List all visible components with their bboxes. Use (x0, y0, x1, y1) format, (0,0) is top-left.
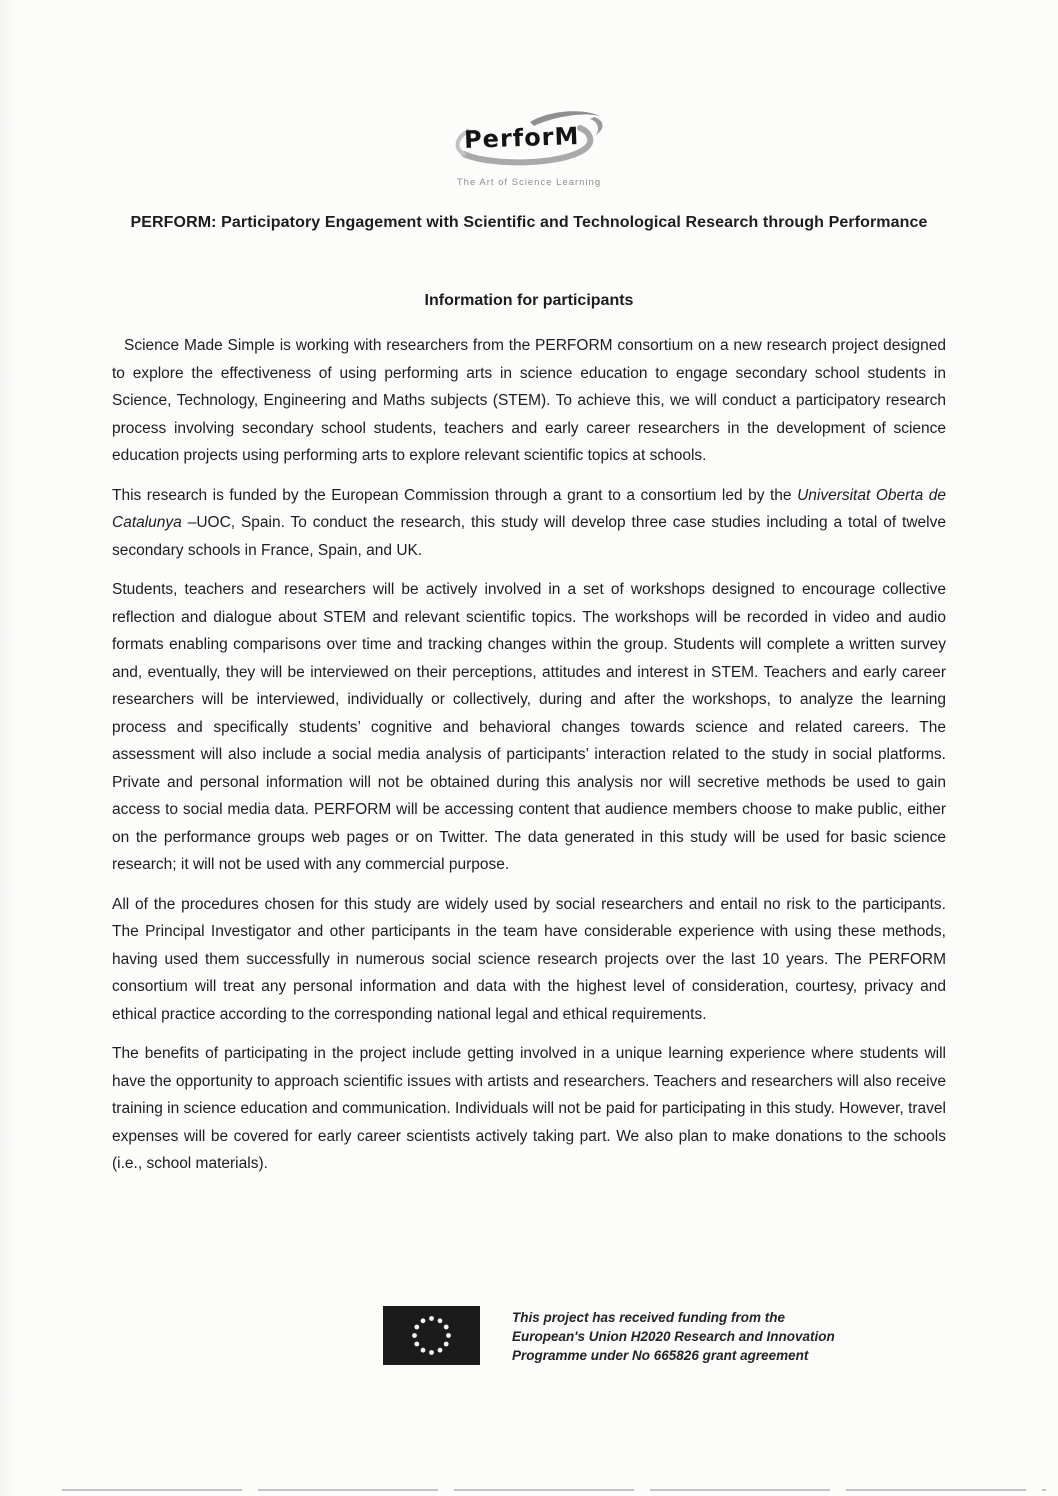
funding-line-1: This project has received funding from the (512, 1310, 786, 1325)
eu-flag-icon (383, 1306, 480, 1365)
paragraph-2-pre: This research is funded by the European Commission through a grant to a consortium led by the (112, 486, 798, 504)
funding-line-2: European's Union H2020 Research and Innovation (512, 1329, 835, 1344)
document-body (112, 332, 946, 1190)
section-heading: Information for participants (424, 292, 634, 309)
paragraph-2 (112, 482, 946, 565)
paragraph-3: Students, teachers and researchers will be actively involved in a set of workshops designed to encourage collective reflection and dialogue about STEM and relevant scientific topics. The workshops will be recorded in video and audio formats enabling comparisons over time and tracking changes within the group. Students will complete a written survey and, eventually, they will be interviewed on their perceptions, attitudes and interest in STEM. Teachers and early career researchers will be interviewed, individually or collectively, during and after the workshops, to analyze the learning process and specifically students’ cognitive and behavioral changes towards science and related careers. The assessment will also include a social media analysis of participants’ interaction related to the study in social platforms. Private and personal information will not be obtained during this analysis nor will secretive methods be used to gain access to social media data. PERFORM will be accessing content that audience members choose to make public, either on the performance groups web pages or on Twitter. The data generated in this study will be used for basic science research; it will not be used with any commercial purpose. (112, 581, 946, 873)
paragraph-4: All of the procedures chosen for this study are widely used by social researchers and entail no risk to the participants. The Principal Investigator and other participants in the team have considerable experience with using these methods, having used them successfully in numerous social science research projects over the last 10 years. The PERFORM consortium will treat any personal information and data with the highest level of consideration, courtesy, privacy and ethical practice according to the corresponding national legal and ethical requirements. (112, 895, 946, 1023)
logo-swoosh-icon (434, 108, 624, 170)
scan-artifact-line (62, 1489, 1046, 1491)
funding-statement (512, 1308, 835, 1365)
paragraph-5: The benefits of participating in the project include getting involved in a unique learning experience where students will have the opportunity to approach scientific issues with artists and researchers. Teachers and researchers will also receive training in science education and communication. Individuals will not be paid for participating in this study. However, travel expenses will be covered for early career scientists actively taking part. We also plan to make donations to the schools (i.e., school materials). (112, 1045, 946, 1172)
funding-line-3: Programme under No 665826 grant agreement (512, 1348, 809, 1363)
perform-logo (0, 108, 1058, 188)
footer (383, 1306, 835, 1365)
paragraph-1: Science Made Simple is working with researchers from the PERFORM consortium on a new research project designed to explore the effectiveness of using performing arts in science education to engage secondary school students in Science, Technology, Engineering and Maths subjects (STEM). To achieve this, we will conduct a participatory research process involving secondary school students, teachers and early career researchers in the development of science education projects using performing arts to explore relevant scientific topics at schools. (112, 337, 946, 464)
svg-text:PerforM: PerforM (463, 122, 580, 155)
logo-tagline: The Art of Science Learning (456, 177, 602, 188)
document-title: PERFORM: Participatory Engagement with Scientific and Technological Research through Performance (130, 214, 928, 231)
paragraph-2-post: –UOC, Spain. To conduct the research, this study will develop three case studies including a total of twelve secondary schools in France, Spain, and UK. (112, 514, 946, 559)
paragraph-2-italic-university-name: Universitat Oberta de Catalunya (112, 486, 946, 531)
